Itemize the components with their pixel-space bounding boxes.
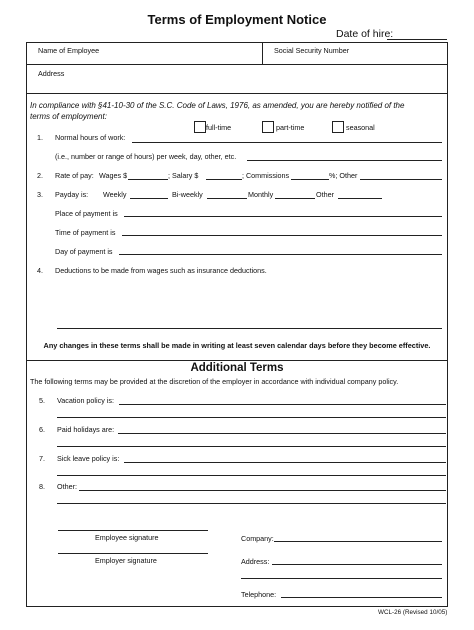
item-number: 5.	[39, 396, 45, 405]
compliance-text-2: terms of employment:	[30, 112, 107, 121]
holidays-field-2[interactable]	[57, 446, 446, 447]
telephone-field[interactable]	[281, 597, 442, 598]
divider	[262, 42, 263, 64]
employee-signature-field[interactable]	[58, 530, 208, 531]
weekly-label: Weekly	[103, 190, 127, 199]
monthly-label: Monthly	[248, 190, 274, 199]
parttime-label: part-time	[276, 123, 305, 132]
sick-leave-field-2[interactable]	[57, 475, 446, 476]
other-pay-field[interactable]	[360, 179, 442, 180]
place-label: Place of payment is	[55, 209, 118, 218]
time-field[interactable]	[122, 235, 442, 236]
hours-label: Normal hours of work:	[55, 133, 126, 142]
item-number: 6.	[39, 425, 45, 434]
fulltime-checkbox[interactable]	[194, 121, 206, 133]
notice-text: Any changes in these terms shall be made in writing at least seven calendar days before they become effective.	[43, 341, 431, 350]
weekly-field[interactable]	[130, 198, 168, 199]
item-number: 7.	[39, 454, 45, 463]
item-number: 3.	[37, 190, 43, 199]
address-field[interactable]: Address	[38, 69, 65, 78]
employer-signature-field[interactable]	[58, 553, 208, 554]
holidays-label: Paid holidays are:	[57, 425, 115, 434]
seasonal-label: seasonal	[346, 123, 375, 132]
seasonal-checkbox[interactable]	[332, 121, 344, 133]
ssn-field[interactable]: Social Security Number	[274, 46, 350, 55]
additional-terms-intro: The following terms may be provided at the discretion of the employer in accordance with individual company policy.	[30, 377, 399, 386]
vacation-label: Vacation policy is:	[57, 396, 114, 405]
date-of-hire-field[interactable]	[387, 39, 447, 40]
company-label: Company:	[241, 534, 274, 543]
rate-label: Rate of pay:	[55, 171, 94, 180]
deductions-field[interactable]	[57, 328, 442, 329]
other-payday-field[interactable]	[338, 198, 382, 199]
date-of-hire-label: Date of hire:	[336, 28, 394, 40]
employee-signature-label: Employee signature	[95, 533, 159, 542]
other-terms-field-2[interactable]	[57, 503, 446, 504]
other-pay-label: %; Other	[329, 171, 358, 180]
hours-field[interactable]	[132, 142, 442, 143]
other-terms-field[interactable]	[79, 490, 446, 491]
telephone-label: Telephone:	[241, 590, 277, 599]
day-label: Day of payment is	[55, 247, 113, 256]
item-number: 1.	[37, 133, 43, 142]
time-label: Time of payment is	[55, 228, 116, 237]
page-title: Terms of Employment Notice	[147, 12, 327, 27]
hours-detail-field[interactable]	[247, 160, 442, 161]
address-label: Address:	[241, 557, 270, 566]
divider	[26, 64, 447, 65]
day-field[interactable]	[119, 254, 442, 255]
monthly-field[interactable]	[275, 198, 315, 199]
commissions-label: ; Commissions	[242, 171, 290, 180]
wages-label: Wages $	[99, 171, 128, 180]
salary-field[interactable]	[206, 179, 242, 180]
other-payday-label: Other	[316, 190, 334, 199]
hours-hint: (i.e., number or range of hours) per week, day, other, etc.	[55, 152, 237, 161]
sick-leave-field[interactable]	[124, 462, 446, 463]
place-field[interactable]	[124, 216, 442, 217]
address-signature-field[interactable]	[272, 564, 442, 565]
name-of-employee-field[interactable]: Name of Employee	[38, 46, 100, 55]
biweekly-field[interactable]	[207, 198, 247, 199]
biweekly-label: Bi-weekly	[172, 190, 203, 199]
parttime-checkbox[interactable]	[262, 121, 274, 133]
compliance-text: In compliance with §41-10-30 of the S.C. Code of Laws, 1976, as amended, you are hereby notified of the	[30, 101, 405, 110]
form-number: WCL-26 (Revised 10/05)	[378, 609, 448, 616]
address-signature-field-2[interactable]	[241, 578, 442, 579]
employer-signature-label: Employer signature	[95, 556, 157, 565]
salary-label: ; Salary $	[168, 171, 199, 180]
holidays-field[interactable]	[118, 433, 446, 434]
form-frame	[26, 42, 448, 607]
company-field[interactable]	[274, 541, 442, 542]
vacation-field-2[interactable]	[57, 417, 446, 418]
commissions-field[interactable]	[291, 179, 329, 180]
other-terms-label: Other:	[57, 482, 77, 491]
item-number: 8.	[39, 482, 45, 491]
payday-label: Payday is:	[55, 190, 89, 199]
wages-field[interactable]	[128, 179, 168, 180]
deductions-label: Deductions to be made from wages such as insurance deductions.	[55, 266, 267, 275]
fulltime-label: full-time	[206, 123, 232, 132]
divider	[26, 360, 447, 361]
vacation-field[interactable]	[119, 404, 446, 405]
divider	[26, 93, 447, 94]
sick-leave-label: Sick leave policy is:	[57, 454, 120, 463]
additional-terms-title: Additional Terms	[190, 362, 284, 374]
item-number: 4.	[37, 266, 43, 275]
item-number: 2.	[37, 171, 43, 180]
